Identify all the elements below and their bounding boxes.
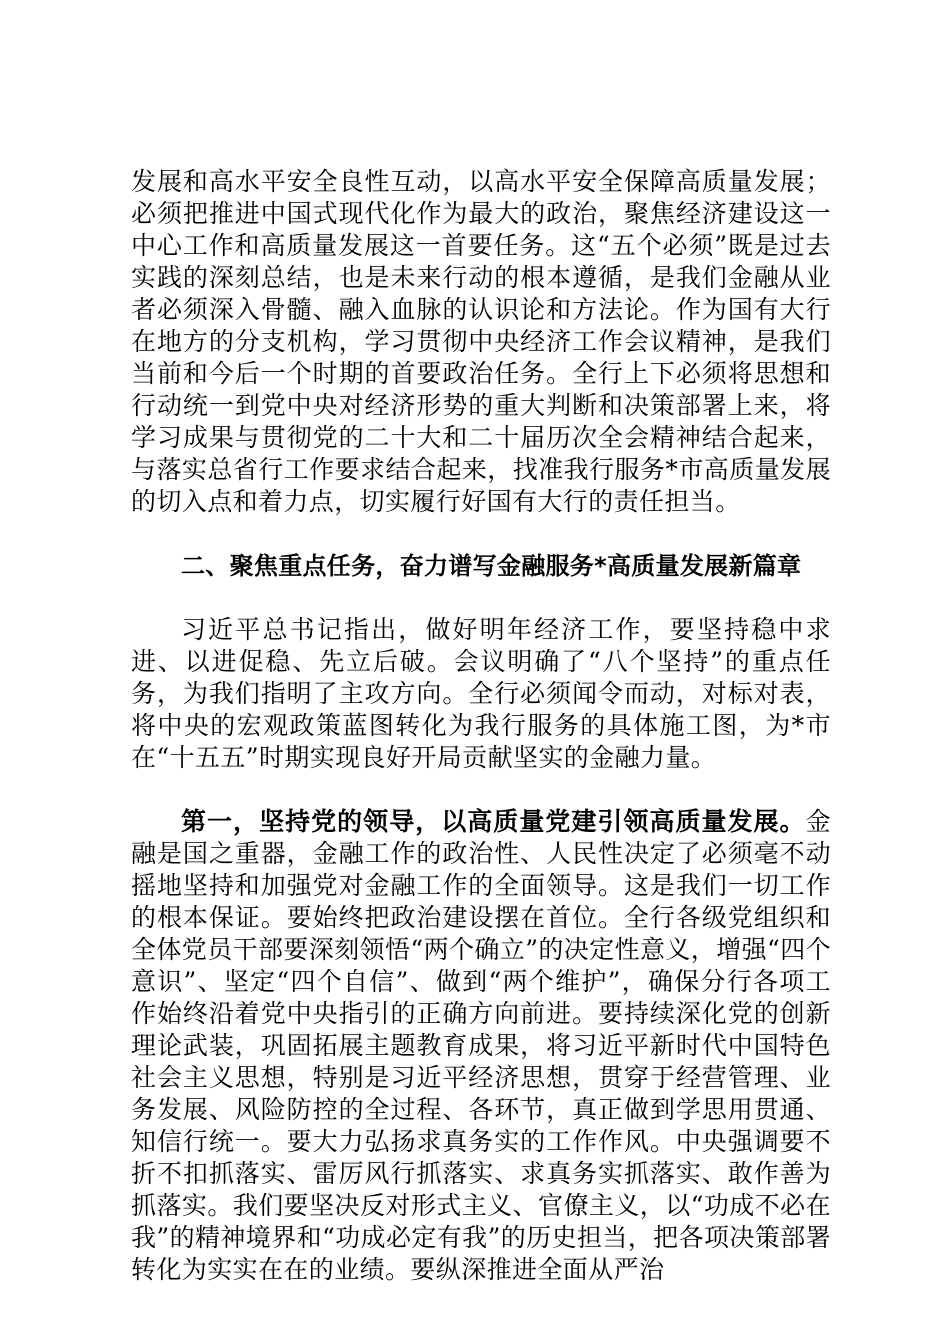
section-heading-2: 二、聚焦重点任务，奋力谱写金融服务*高质量发展新篇章: [181, 552, 802, 580]
body-paragraph-2: 习近平总书记指出，做好明年经济工作，要坚持稳中求进、以进促稳、先立后破。会议明确了“八个坚持”的重点任务，为我们指明了主攻方向。全行必须闻令而动，对标对表，将中央的宏观政策蓝图转化为我行服务的具体施工图，为*市在“十五五”时期实现良好开局贡献坚实的金融力量。: [131, 615, 831, 772]
paragraph-body-text: 金融是国之重器，金融工作的政治性、人民性决定了必须毫不动摇地坚持和加强党对金融工作的全面领导。这是我们一切工作的根本保证。要始终把政治建设摆在首位。全行各级党组织和全体党员干部要深刻领悟“两个确立”的决定性意义，增强“四个意识”、坚定“四个自信”、做到“两个维护”，确保分行各项工作始终沿着党中央指引的正确方向前进。要持续深化党的创新理论武装，巩固拓展主题教育成果，将习近平新时代中国特色社会主义思想，特别是习近平经济思想，贯穿于经营管理、业务发展、风险防控的全过程、各环节，真正做到学思用贯通、知信行统一。要大力弘扬求真务实的工作作风。中央强调要不折不扣抓落实、雷厉风行抓落实、求真务实抓落实、敢作善为抓落实。我们要坚决反对形式主义、官僚主义，以“功成不必在我”的精神境界和“功成必定有我”的历史担当，把各项决策部署转化为实实在在的业绩。要纵深推进全面从严治: [131, 807, 831, 1284]
paragraph-spacer: [131, 582, 831, 614]
paragraph-spacer: [131, 774, 831, 806]
body-paragraph-1: 发展和高水平安全良性互动，以高水平安全保障高质量发展；必须把推进中国式现代化作为最大的政治，聚焦经济建设这一中心工作和高质量发展这一首要任务。这“五个必须”既是过去实践的深刻总结，也是未来行动的根本遵循，是我们金融从业者必须深入骨髓、融入血脉的认识论和方法论。作为国有大行在地方的分支机构，学习贯彻中央经济工作会议精神，是我们当前和今后一个时期的首要政治任务。全行上下必须将思想和行动统一到党中央对经济形势的重大判断和决策部署上来，将学习成果与贯彻党的二十大和二十届历次全会精神结合起来，与落实总省行工作要求结合起来，找准我行服务*市高质量发展的切入点和着力点，切实履行好国有大行的责任担当。: [131, 167, 831, 516]
body-paragraph-3: [131, 806, 831, 1286]
paragraph-spacer: [131, 518, 831, 550]
paragraph-lead-sentence: 第一，坚持党的领导，以高质量党建引领高质量发展。: [181, 807, 806, 836]
document-body: [131, 166, 831, 1286]
